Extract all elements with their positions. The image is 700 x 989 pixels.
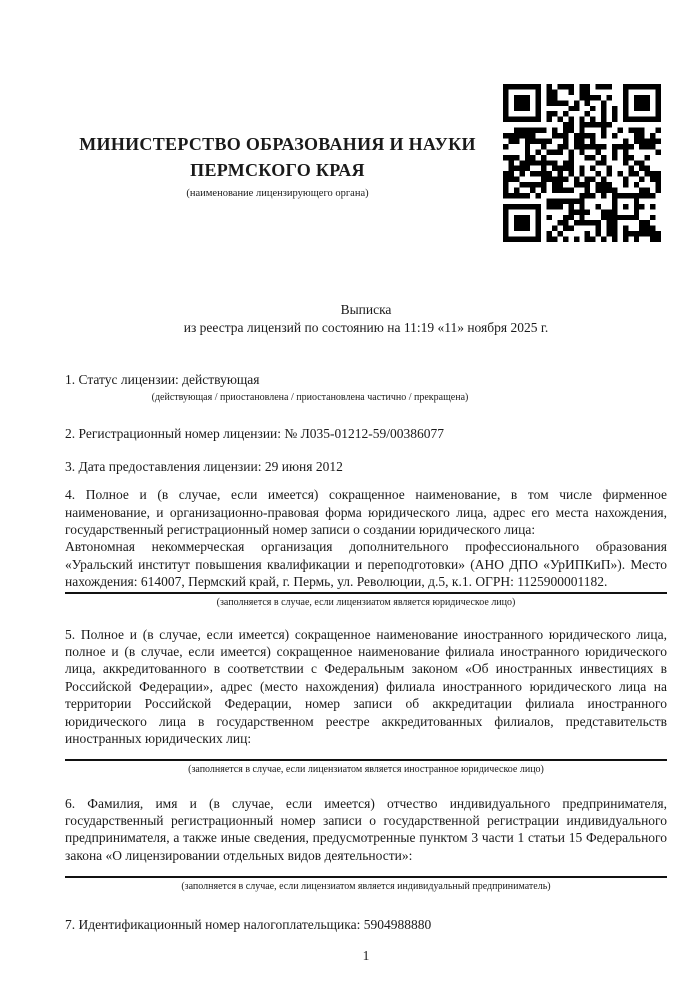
entrepreneur-rule	[65, 876, 667, 878]
foreign-entity-rule	[65, 759, 667, 761]
foreign-entity-rule-caption: (заполняется в случае, если лицензиатом является иностранное юридическое лицо)	[188, 763, 544, 775]
title-line1: Выписка	[340, 302, 392, 317]
title-line2: из реестра лицензий по состоянию на 11:19 «11» ноября 2025 г.	[183, 320, 549, 335]
license-status-line: 1. Статус лицензии: действующая	[65, 372, 260, 387]
licensing-authority-header	[65, 131, 490, 199]
legal-entity-rule-caption: (заполняется в случае, если лицензиатом является юридическое лицо)	[216, 596, 516, 608]
legal-entity-rule	[65, 592, 667, 594]
ministry-name-line1: МИНИСТЕРСТВО ОБРАЗОВАНИЯ И НАУКИ	[79, 134, 476, 154]
foreign-entity-clause: 5. Полное и (в случае, если имеется) сокращенное наименование иностранного юридического лица, полное и (в случае, если имеется) сокращенное наименование филиала иностранного юридического лица, аккредитованного в соответствии с Федеральным законом «Об иностранных инвестициях в Российской Федерации», адрес (место нахождения) филиала иностранного юридического лица на территории Российской Федерации, номер записи об аккредитации филиала иностранного юридического лица в государственном реестре аккредитованных филиалов, представительств иностранных юридических лиц:	[65, 626, 667, 747]
taxpayer-id-line: 7. Идентификационный номер налогоплательщика: 5904988880	[65, 917, 432, 933]
legal-entity-value: Автономная некоммерческая организация дополнительного профессионального образования «Уральский институт повышения квалификации и переподготовки» (АНО ДПО «УрИПКиП»). Место нахождения: 614007, Пермский край, г. Пермь, ул. Революции, д.5, к.1. ОГРН: 1125900001182.	[65, 539, 667, 590]
ministry-name-caption: (наименование лицензирующего органа)	[186, 188, 369, 199]
ministry-name-line2: ПЕРМСКОГО КРАЯ	[190, 160, 365, 180]
license-status-caption: (действующая / приостановлена / приостановлена частично / прекращена)	[151, 392, 469, 404]
document-title	[65, 301, 667, 337]
grant-date-line: 3. Дата предоставления лицензии: 29 июня 2012	[65, 458, 343, 474]
legal-entity-clause: 4. Полное и (в случае, если имеется) сокращенное наименование, в том числе фирменное наименование, и организационно-правовая форма юридического лица, адрес его места нахождения, государственный регистрационный номер записи о создании юридического лица:	[65, 487, 667, 538]
qr-code-icon	[503, 84, 661, 242]
registration-number-line: 2. Регистрационный номер лицензии: № Л035-01212-59/00386077	[65, 426, 445, 442]
document-body	[65, 368, 667, 964]
page-number: 1	[362, 947, 370, 963]
entrepreneur-rule-caption: (заполняется в случае, если лицензиатом является индивидуальный предприниматель)	[181, 881, 551, 893]
entrepreneur-clause: 6. Фамилия, имя и (в случае, если имеется) отчество индивидуального предпринимателя, государственный регистрационный номер записи о государственной регистрации индивидуального предпринимателя, а также иные сведения, предусмотренные пунктом 3 части 1 статьи 15 Федерального закона «О лицензировании отдельных видов деятельности»:	[65, 795, 667, 863]
